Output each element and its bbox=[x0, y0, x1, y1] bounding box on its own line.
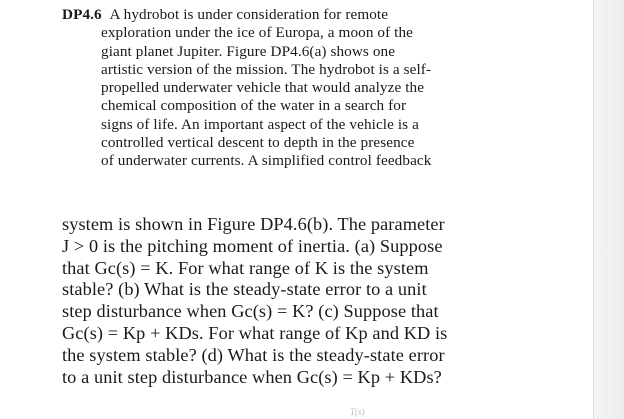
text-line: artistic version of the mission. The hydrobot is a self- bbox=[101, 60, 432, 78]
text-line: system is shown in Figure DP4.6(b). The parameter bbox=[62, 214, 445, 234]
text-line: chemical composition of the water in a search for bbox=[101, 97, 407, 115]
text-line: of underwater currents. A simplified control feedback bbox=[101, 152, 432, 170]
problem-number: DP4.6 bbox=[62, 6, 102, 23]
text-line: step disturbance when Gc(s) = K? (c) Suppose that bbox=[62, 301, 439, 322]
text-line: propelled underwater vehicle that would analyze the bbox=[101, 79, 425, 97]
text-line: stable? (b) What is the steady-state error to a unit bbox=[62, 279, 427, 300]
text-line: exploration under the ice of Europa, a moon of the bbox=[101, 24, 414, 42]
page-edge bbox=[593, 0, 624, 419]
text-line: that Gc(s) = K. For what range of K is the system bbox=[62, 257, 429, 278]
text-line: DP4.6 A hydrobot is under consideration for remote bbox=[62, 6, 389, 23]
problem-paragraph-1 bbox=[62, 6, 532, 171]
text-line: the system stable? (d) What is the steady-state error bbox=[62, 344, 445, 365]
text-line: signs of life. An important aspect of the vehicle is a bbox=[101, 115, 419, 133]
text-line: J > 0 is the pitching moment of inertia. (a) Suppose bbox=[62, 235, 443, 256]
text-line: controlled vertical descent to depth in the presence bbox=[101, 134, 415, 152]
cut-off-figure-label: T(s) bbox=[350, 407, 365, 417]
text-line: giant planet Jupiter. Figure DP4.6(a) shows one bbox=[101, 42, 396, 60]
text-line: Gc(s) = Kp + KDs. For what range of Kp and KD is bbox=[62, 322, 448, 343]
text-line: to a unit step disturbance when Gc(s) = Kp + KDs? bbox=[62, 366, 442, 387]
problem-paragraph-2 bbox=[62, 214, 548, 388]
